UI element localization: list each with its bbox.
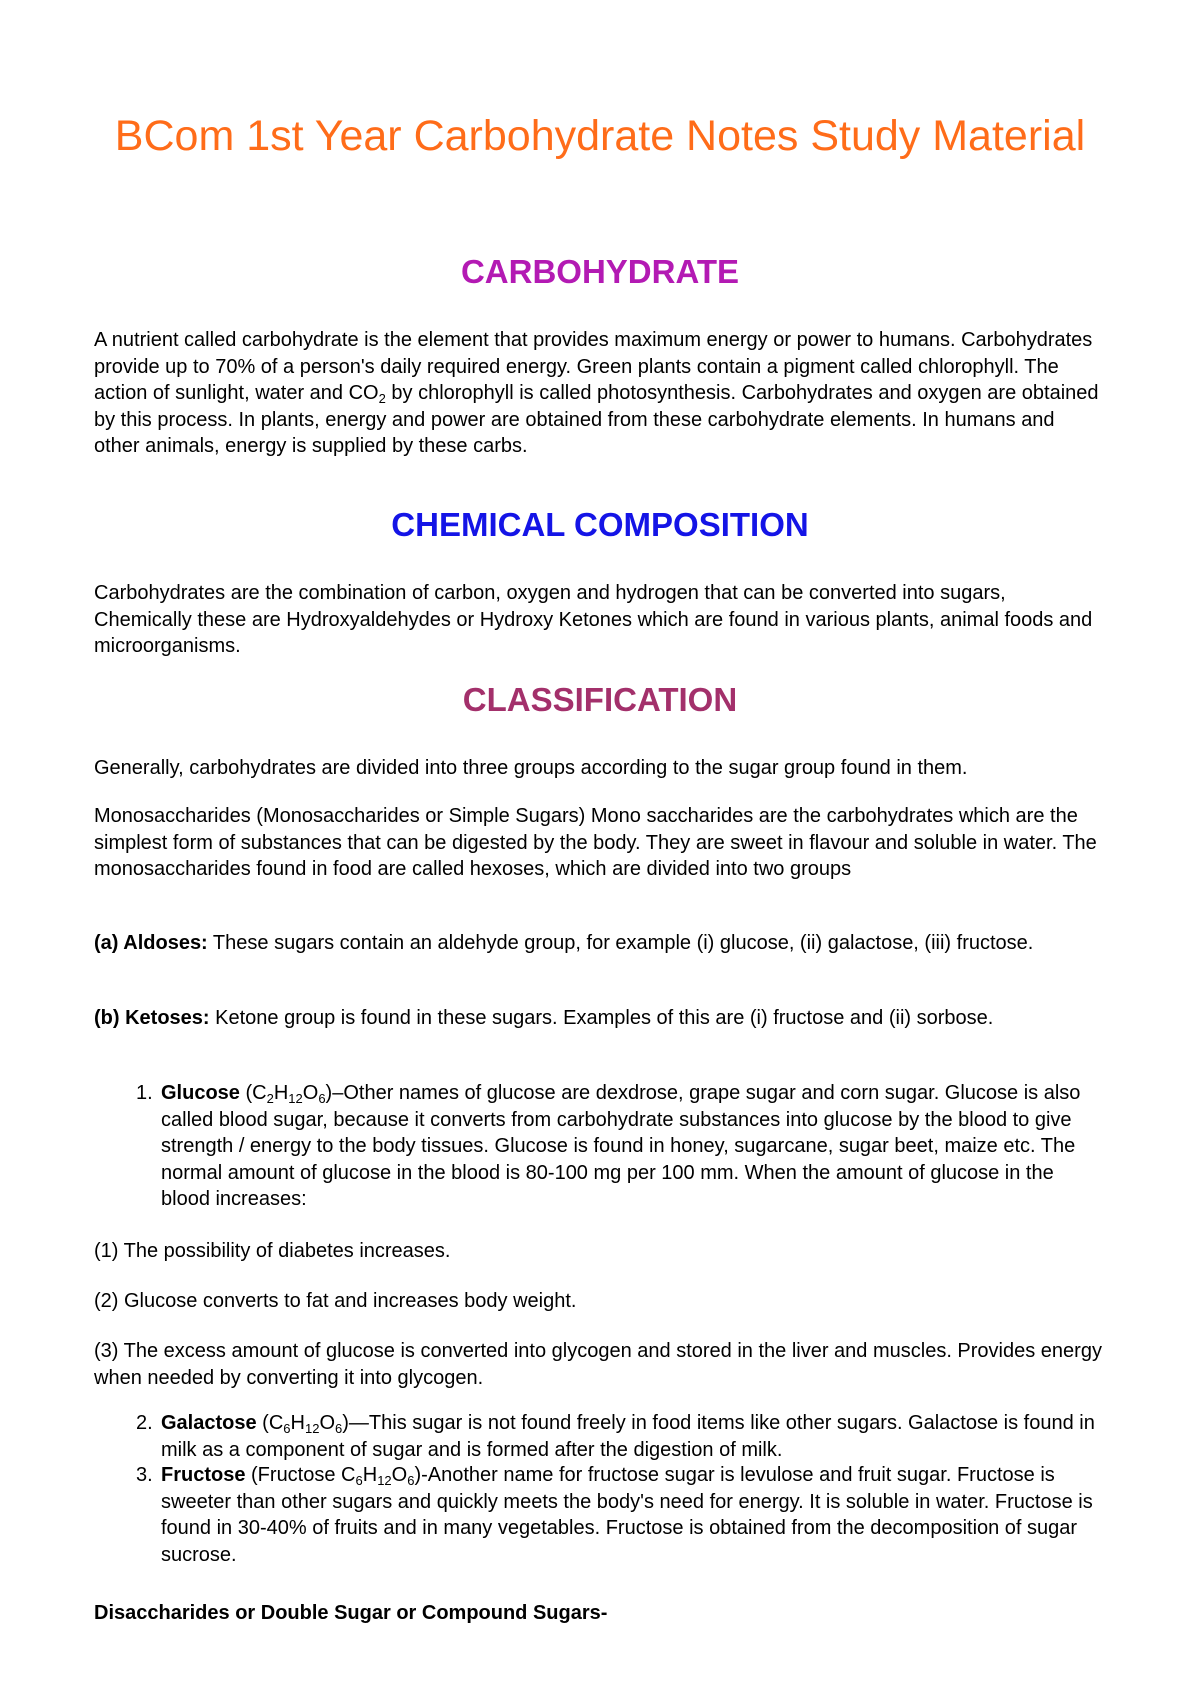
formula-sub: 6 [283,1421,291,1436]
list-item-text: —This sugar is not found freely in food items like other sugars. Galactose is found in milk as a component of sugar and is formed after the digestion of milk. [161,1412,1095,1461]
list-item-text: -Another name for fructose sugar is levulose and fruit sugar. Fructose is sweeter than other sugars and quickly meets the body's need for energy. It is soluble in water. Fructose is found in 30-40% of fruits and in many vegetables. Fructose is obtained from the decomposition of sugar sucrose. [161,1464,1093,1566]
formula-part: (Fructose C [245,1464,356,1486]
formula-part: (C [256,1412,284,1434]
ketoses-text: Ketone group is found in these sugars. Examples of this are (i) fructose and (ii) sorbose. [209,1007,994,1029]
effect-item: (2) Glucose converts to fat and increases body weight. [94,1290,577,1312]
formula-part: O [391,1464,408,1486]
formula-part: (C [239,1082,267,1104]
formula-part: H [362,1464,378,1486]
effect-item: (1) The possibility of diabetes increases. [94,1240,451,1262]
monosaccharides-paragraph: Monosaccharides (Monosaccharides or Simple Sugars) Mono saccharides are the carbohydrates which are the simplest form of substances that can be digested by the body. They are sweet in flavour and soluble in water. The monosaccharides found in food are called hexoses, which are divided into two groups [94,805,1097,880]
heading-carbohydrate: CARBOHYDRATE [460,253,740,290]
effect-item: (3) The excess amount of glucose is converted into glycogen and stored in the liver and muscles. Provides energy when needed by converting it into glycogen. [94,1340,1102,1389]
formula-sub: 2 [266,1091,274,1106]
formula-sub: 12 [304,1421,320,1436]
formula-sub: 6 [407,1473,415,1488]
aldoses-label: (a) Aldoses: [94,932,208,954]
aldoses-text: These sugars contain an aldehyde group, for example (i) glucose, (ii) galactose, (iii) fructose. [207,932,1034,954]
heading-classification: CLASSIFICATION [462,681,738,718]
document-title: BCom 1st Year Carbohydrate Notes Study Material [114,112,1086,160]
formula-sub: 6 [355,1473,363,1488]
list-number: 1. [136,1082,153,1104]
formula-part: H [273,1082,289,1104]
intro-paragraph [94,327,1104,460]
co2-subscript: 2 [378,391,386,406]
list-number: 3. [136,1464,153,1486]
formula-sub: 6 [335,1421,343,1436]
intro-text-a: A nutrient called carbohydrate is the element that provides maximum energy or power to humans. Carbohydrates provide up to 70% of a person's daily required energy. Green plants contain a pigment called chlorophyll. The action of sunlight, water and CO [94,329,1093,404]
aldoses-paragraph [94,930,1104,957]
formula-part: H [290,1412,305,1434]
formula-sub: 12 [288,1091,303,1106]
intro-text-b: by chlorophyll is called photosynthesis. Carbohydrates and oxygen are obtained by this process. In plants, energy and power are obtained from these carbohydrate elements. In humans and other animals, energy is supplied by these carbs. [94,382,1099,457]
formula-part: ) [325,1082,333,1104]
list-item-glucose [136,1080,1106,1213]
formula-part: ) [414,1464,422,1486]
classification-intro: Generally, carbohydrates are divided into three groups according to the sugar group found in them. [94,757,968,779]
list-item-name: Fructose [161,1464,246,1486]
formula-sub: 6 [318,1091,326,1106]
formula-sub: 12 [377,1473,392,1488]
list-item-galactose [136,1410,1106,1463]
list-number: 2. [136,1412,153,1434]
list-item-name: Galactose [161,1412,257,1434]
list-item-fructose [136,1462,1106,1568]
list-item-text: –Other names of glucose are dexdrose, grape sugar and corn sugar. Glucose is also called blood sugar, because it converts from carbohydrate substances into glucose by the blood to give strength / energy to the body tissues. Glucose is found in honey, sugarcane, sugar beet, maize etc. The normal amount of glucose in the blood is 80-100 mg per 100 mm. When the amount of glucose in the blood increases: [161,1082,1081,1210]
formula-part: O [302,1082,319,1104]
formula-part: ) [342,1412,349,1434]
disaccharides-heading: Disaccharides or Double Sugar or Compound Sugars- [94,1602,608,1624]
ketoses-paragraph [94,1005,1104,1032]
heading-chemical-composition: CHEMICAL COMPOSITION [391,506,809,543]
list-item-name: Glucose [161,1082,240,1104]
chemical-paragraph: Carbohydrates are the combination of carbon, oxygen and hydrogen that can be converted into sugars, Chemically these are Hydroxyaldehydes or Hydroxy Ketones which are found in various plants, animal foods and microorganisms. [94,582,1093,657]
formula-part: O [319,1412,335,1434]
ketoses-label: (b) Ketoses: [94,1007,210,1029]
